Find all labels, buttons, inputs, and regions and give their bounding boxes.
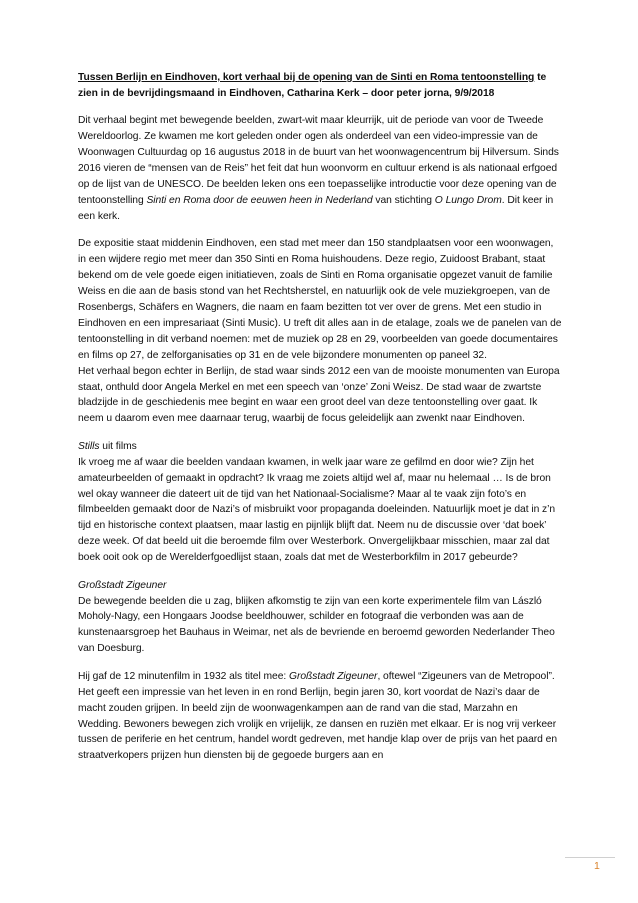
- section-grossstadt-heading: Großstadt Zigeuner: [78, 579, 167, 591]
- section-stills: [78, 439, 562, 566]
- paragraph-berlijn: Het verhaal begon echter in Berlijn, de stad waar sinds 2012 een van de mooiste monumenten van Europa staat, onthuld door Angela Merkel en met een speech van ‘onze’ Zoni Weisz. De stad waar de zwartste bladzijde in de geschiedenis mee begint en waar een groot deel van deze tentoonstelling over gaat. Ik neem u daarom even mee daarnaar terug, waarbij de focus geleidelijk aan zwenkt naar Eindhoven.: [78, 365, 560, 425]
- footer-rule: [565, 857, 615, 858]
- paragraph-expositie: De expositie staat middenin Eindhoven, een stad met meer dan 150 standplaatsen voor een woonwagen, in een wijdere regio met meer dan 350 Sinti en Roma huishoudens. Deze regio, Zuidoost Brabant, staat bekend om de vele goede eigen initiatieven, zoals de Sinti en Roma organisatie opgezet vanuit de familie Weiss en die aan de basis stond van het Rechtsherstel, en natuurlijk ook de vele muziekgroepen, van de Rosenbergs, Schäfers en Wagners, die naam en faam bezitten tot ver over de grens. Met een studio in Eindhoven en een impresariaat (Sinti Music). U treft dit alles aan in de etalage, zoals we de panelen van de tentoonstelling in dit verband noemen: met de muziek op 28 en 29, voorbeelden van goede documentaires en films op 27, de zelforganisaties op 31 en de vele bijzondere monumenten op paneel 32.: [78, 238, 562, 361]
- intro-text-c: . Dit keer in een kerk.: [78, 194, 554, 222]
- section-stills-body: Ik vroeg me af waar die beelden vandaan kwamen, in welk jaar ware ze gefilmd en door wie? Zijn het amateurbeelden of gemaakt in opdracht? Ik vraag me zoiets altijd wel af, maar nu helemaal … Is de bron wel okay wanneer die dateert uit de tijd van het Nationaal-Socialisme? Maar al te vaak zijn foto’s en filmbeelden gemaakt door de Nazi’s of misbruikt voor propaganda doeleinden. Natuurlijk moet je dat in z’n tijd en historische context plaatsen, maar lastig en pijnlijk blijft dat. Neem nu de discussie over ‘dat boek’ deze week. Of dat beeld uit die beroemde film over Westerbork. Onvergelijkbaar misschien, maar zal dat boek ooit ook op de Werelderfgoedlijst staan, zoals dat met de Westerborkfilm in 2017 gebeurde?: [78, 456, 556, 564]
- paragraph-film: [78, 669, 562, 764]
- film-text-a: Hij gaf de 12 minutenfilm in 1932 als titel mee:: [78, 670, 290, 682]
- stills-heading-italic: Stills: [78, 440, 100, 452]
- stills-heading-rest: uit films: [99, 440, 137, 452]
- paragraph-intro: [78, 113, 562, 224]
- film-text-b: , oftewel “Zigeuners van de Metropool”. Het geeft een impressie van het leven in en rond Berlijn, begin jaren 30, kort voordat de Nazi’s daar de macht zouden grijpen. In beeld zijn de woonwagenkampen aan de rand van die stad, Marzahn en Wedding. Bewoners bewegen zich vrolijk en vrijelijk, ze dansen en ruziën met elkaar. Er is nog vrij verkeer tussen de periferie en het centrum, handel wordt gedreven, met handje klap over de prijs van het paard en straatverkopers prijzen hun diensten bij de gegoede burgers aan en: [78, 670, 558, 762]
- title-rest: te zien in de bevrijdingsmaand in Eindhoven, Catharina Kerk – door peter jorna, 9/9/2018: [78, 72, 547, 99]
- section-grossstadt: [78, 578, 562, 658]
- foundation-name: O Lungo Drom: [434, 194, 502, 206]
- intro-text: Dit verhaal begint met bewegende beelden, zwart-wit maar kleurrijk, uit de periode van voor de Tweede Wereldoorlog. Ze kwamen me kort geleden onder ogen als onderdeel van een video-impressie van de Woonwagen Cultuurdag op 16 augustus 2018 in de buurt van het woonwagencentrum bij Hilversum. Sinds 2016 vieren de “mensen van de Reis” het feit dat hun woonvorm en cultuur erkend is als nationaal erfgoed op de lijst van de UNESCO. De beelden leken ons een toepasselijke introductie voor deze opening van de tentoonstelling: [78, 115, 559, 206]
- title-underlined: Tussen Berlijn en Eindhoven, kort verhaal bij de opening van de Sinti en Roma tentoonstelling: [78, 72, 535, 83]
- exhibition-title: Sinti en Roma door de eeuwen heen in Nederland: [146, 194, 373, 206]
- document-title: [78, 70, 562, 102]
- section-stills-heading: [78, 441, 137, 452]
- film-title: Großstadt Zigeuner: [289, 670, 378, 682]
- section-grossstadt-body: De bewegende beelden die u zag, blijken afkomstig te zijn van een korte experimentele film van László Moholy-Nagy, een Hongaars Joodse beeldhouwer, schilder en fotograaf die verbonden was aan de kunstenaarsgroep het Bauhaus in Weimar, net als de bevriende en beroemd geworden Nederlander Theo van Doesburg.: [78, 595, 555, 655]
- intro-text-b: van stichting: [372, 194, 435, 206]
- page-number: 1: [594, 860, 600, 872]
